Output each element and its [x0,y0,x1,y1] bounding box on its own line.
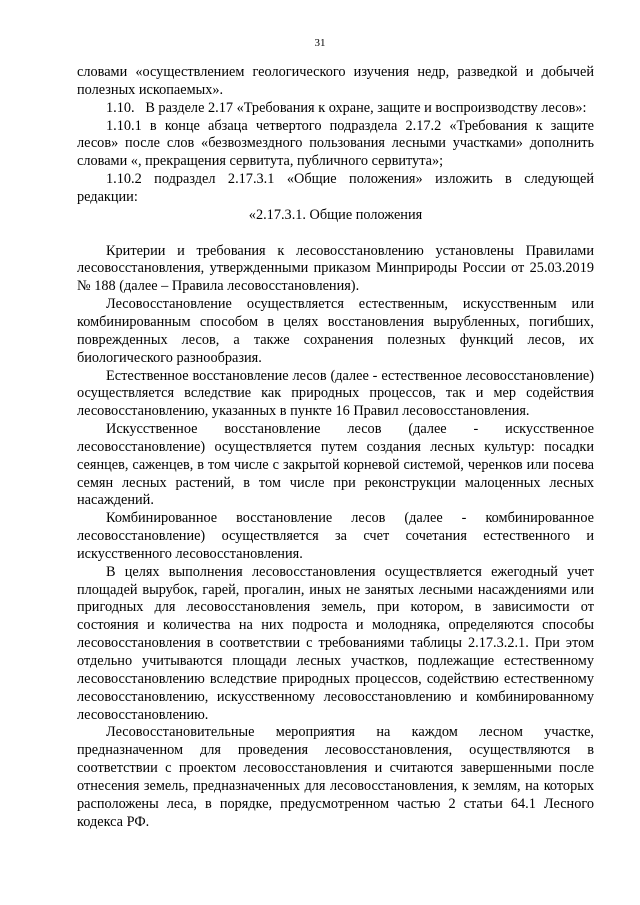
paragraph-1-10-2: 1.10.2 подраздел 2.17.3.1 «Общие положения» изложить в следующей редакции: [77,171,594,205]
section-heading: «2.17.3.1. Общие положения [248,206,423,223]
paragraph-criteria: Критерии и требования к лесовосстановлению установлены Правилами лесовосстановления, утвержденными приказом Минприроды России от 25.03.2019 № 188 (далее – Правила лесовосстановления). [77,242,594,295]
paragraph-1: словами «осуществлением геологического изучения недр, разведкой и добычей полезных ископаемых». [77,64,594,98]
page-number: 31 [314,37,326,49]
paragraph-1-10-1: 1.10.1 в конце абзаца четвертого подраздела 2.17.2 «Требования к защите лесов» после слов «безвозмездного пользования лесными участками» дополнить словами «, прекращения сервитута, публичного сервитута»; [77,117,594,170]
paragraph-combined: Комбинированное восстановление лесов (далее - комбинированное лесовосстановление) осуществляется за счет сочетания естественного и искусственного лесовосстановления. [77,510,594,562]
paragraph-reforestation-methods: Лесовосстановление осуществляется естественным, искусственным или комбинированным способом в целях восстановления вырубленных, погибших, поврежденных лесов, а также сохранения полезных функций лесов, их биологического разнообразия. [77,296,594,366]
document-body [77,64,594,831]
paragraph-measures: Лесовосстановительные мероприятия на каждом лесном участке, предназначенном для проведения лесовосстановления, осуществляются в соответствии с проектом лесовосстановления и считаются завершенными после отнесения земель, предназначенных для лесовосстановления, к землям, на которых расположены леса, в порядке, предусмотренном частью 2 статьи 64.1 Лесного кодекса РФ. [77,724,594,830]
paragraph-artificial: Искусственное восстановление лесов (далее - искусственное лесовосстановление) осуществляется путем создания лесных культур: посадки сеянцев, саженцев, в том числе с закрытой корневой системой, черенков или посева семян лесных растений, в том числе при реконструкции малоценных лесных насаждений. [77,421,594,509]
paragraph-accounting: В целях выполнения лесовосстановления осуществляется ежегодный учет площадей вырубок, гарей, прогалин, иных не занятых лесными насаждениями или пригодных для лесовосстановления земель, при котором, в зависимости от состояния и количества на них подроста и молодняка, определяются способы лесовосстановления в соответствии с требованиями таблицы 2.17.3.2.1. При этом отдельно учитываются площади лесных участков, подлежащие естественному лесовосстановлению вследствие природных процессов, содействию естественному лесовосстановлению, искусственному лесовосстановлению и комбинированному лесовосстановлению. [77,563,594,723]
paragraph-natural: Естественное восстановление лесов (далее - естественное лесовосстановление) осуществляется вследствие как природных процессов, так и мер содействия лесовосстановлению, указанных в пункте 16 Правил лесовосстановления. [77,367,594,420]
paragraph-1-10: 1.10. В разделе 2.17 «Требования к охране, защите и воспроизводству лесов»: [106,99,587,116]
